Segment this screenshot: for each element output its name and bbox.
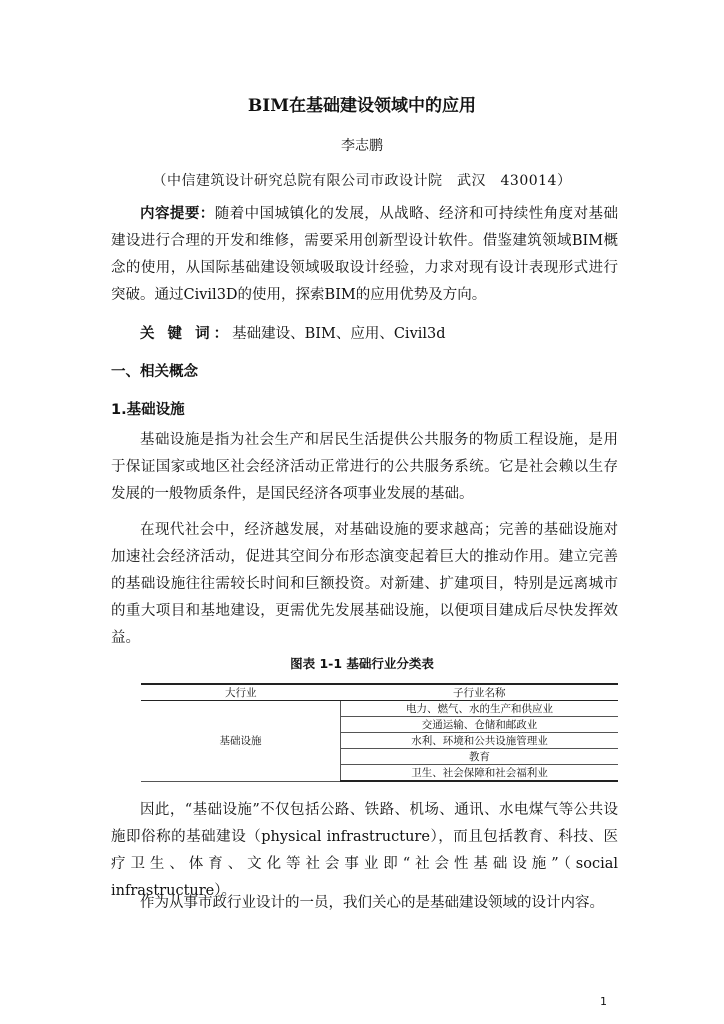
section-heading: 一、相关概念 xyxy=(111,364,198,380)
keywords-label: 关 键 词： xyxy=(140,325,233,342)
table-header-cell: 大行业 xyxy=(141,684,341,701)
author-affiliation: （中信建筑设计研究总院有限公司市政设计院 武汉 430014） xyxy=(152,173,572,189)
paper-title: BIM在基础建设领域中的应用 xyxy=(247,96,477,116)
body-paragraph: 基础设施是指为社会生产和居民生活提供公共服务的物质工程设施，是用于保证国家或地区社会经济活动正常进行的公共服务系统。它是社会赖以生存发展的一般物质条件，是国民经济各项事业发展的基础。 xyxy=(111,432,618,502)
subsection-heading: 1.基础设施 xyxy=(111,402,185,418)
industry-classification-table xyxy=(141,683,618,782)
table-cell: 教育 xyxy=(341,749,619,765)
table-header-cell: 子行业名称 xyxy=(341,684,619,701)
keywords-text: 基础建设、BIM、应用、Civil3d xyxy=(232,326,446,342)
keywords xyxy=(111,320,618,348)
figure-caption: 图表 1-1 基础行业分类表 xyxy=(290,656,434,671)
table-cell: 卫生、社会保障和社会福利业 xyxy=(341,765,619,782)
body-paragraph: 因此，“基础设施”不仅包括公路、铁路、机场、通讯、水电煤气等公共设施即俗称的基础建设（physical infrastructure），而且包括教育、科技、医疗卫生、体育、文化等社会事业即“社会性基础设施”（social infrastructure）。 xyxy=(111,802,618,899)
abstract-text: 随着中国城镇化的发展，从战略、经济和可持续性角度对基础建设进行合理的开发和维修，需要采用创新型设计软件。借鉴建筑领域BIM概念的使用，从国际基础建设领域吸取设计经验，力求对现有设计表现形式进行突破。通过Civil3D的使用，探索BIM的应用优势及方向。 xyxy=(111,206,619,303)
table-header-row xyxy=(141,684,618,701)
body-paragraph: 在现代社会中，经济越发展，对基础设施的要求越高；完善的基础设施对加速社会经济活动，促进其空间分布形态演变起着巨大的推动作用。建立完善的基础设施往往需较长时间和巨额投资。对新建、扩建项目，特别是远离城市的重大项目和基地建设，更需优先发展基础设施，以便项目建成后尽快发挥效益。 xyxy=(111,522,618,646)
page-number: 1 xyxy=(600,995,607,1008)
author-name: 李志鹏 xyxy=(341,138,383,154)
table-cell: 水利、环境和公共设施管理业 xyxy=(341,733,619,749)
abstract-label: 内容提要： xyxy=(140,205,215,222)
body-paragraph: 作为从事市政行业设计的一员，我们关心的是基础建设领域的设计内容。 xyxy=(140,895,604,911)
table-cell: 交通运输、仓储和邮政业 xyxy=(341,717,619,733)
table-cell-major: 基础设施 xyxy=(141,701,341,782)
abstract xyxy=(111,200,618,309)
table-cell: 电力、燃气、水的生产和供应业 xyxy=(341,701,619,717)
table-row xyxy=(141,701,618,717)
